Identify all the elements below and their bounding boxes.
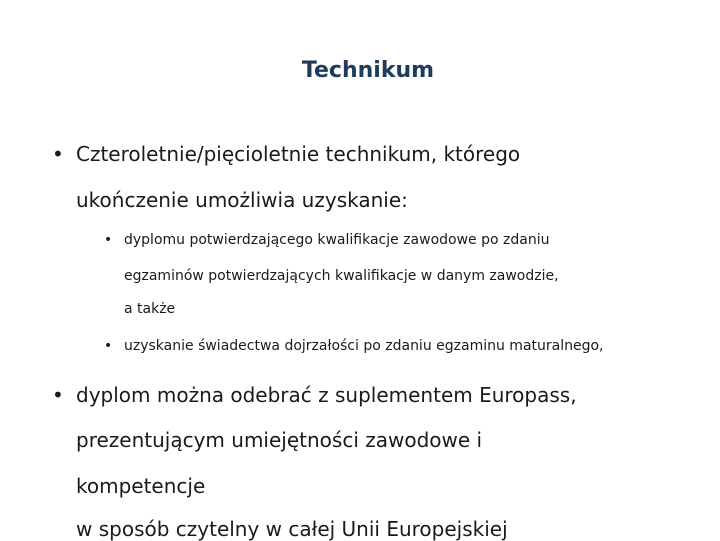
bullet-1-line-2: ukończenie umożliwia uzyskanie:	[76, 188, 408, 212]
sub-bullet-1-line-3: a także	[124, 301, 176, 317]
bullet-2-line-2: prezentującym umiejętności zawodowe i	[76, 428, 483, 452]
sub-bullet-1-line-2: egzaminów potwierdzających kwalifikacje w danym zawodzie,	[124, 268, 559, 284]
sub-bullet-2-line-1: uzyskanie świadectwa dojrzałości po zdaniu egzaminu maturalnego,	[124, 338, 604, 354]
bullet-2-line-1: dyplom można odebrać z suplementem Europass,	[76, 383, 577, 407]
bullet-icon: •	[52, 142, 64, 166]
slide-title: Technikum	[301, 58, 435, 83]
bullet-2-line-4: w sposób czytelny w całej Unii Europejskiej	[76, 517, 508, 541]
bullet-icon: •	[52, 383, 64, 407]
sub-bullet-1-line-1: dyplomu potwierdzającego kwalifikacje zawodowe po zdaniu	[124, 232, 550, 248]
sub-bullet-icon: •	[104, 232, 113, 248]
sub-bullet-icon: •	[104, 338, 113, 354]
bullet-2-line-3: kompetencje	[76, 474, 206, 498]
bullet-1-line-1: Czteroletnie/pięcioletnie technikum, którego	[76, 142, 521, 166]
